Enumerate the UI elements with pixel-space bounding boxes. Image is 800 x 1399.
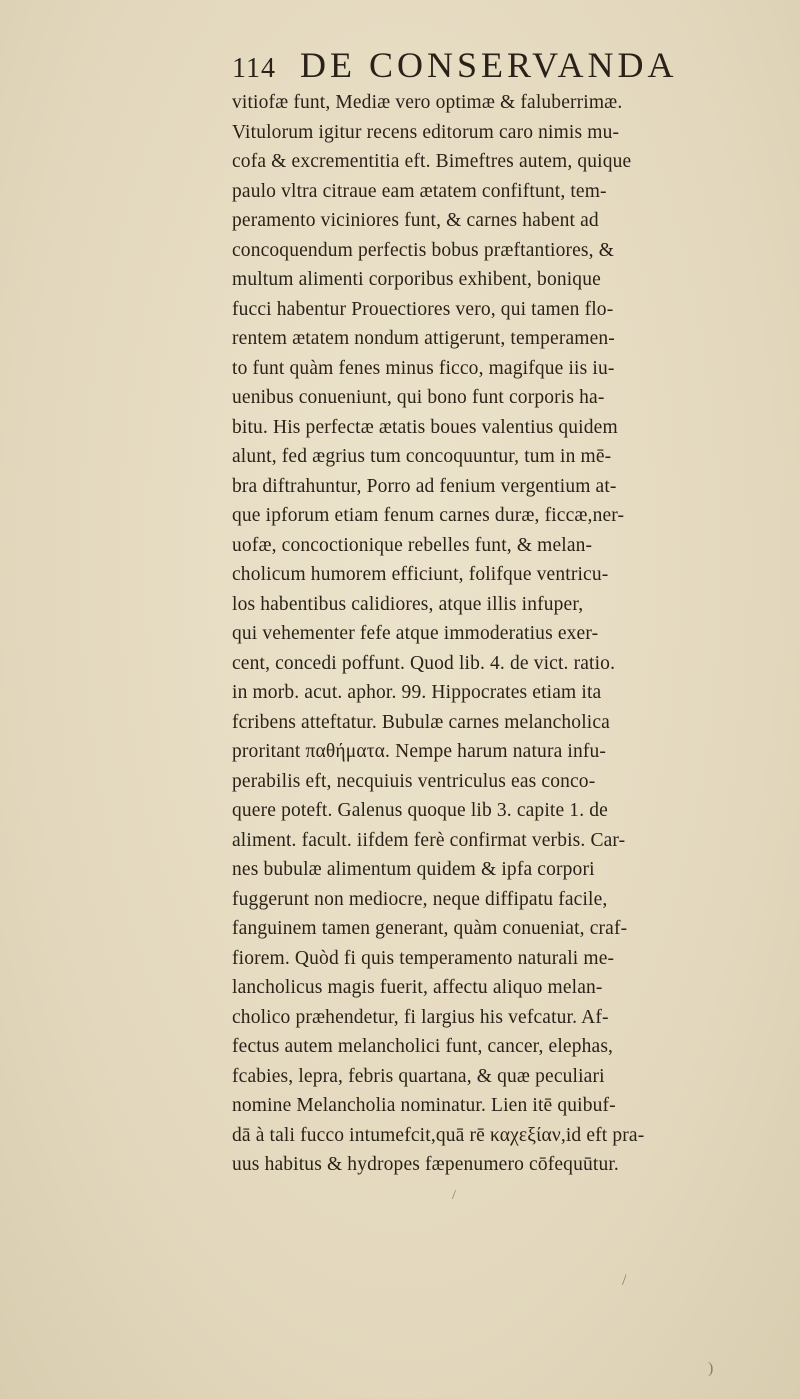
text-line: quere poteft. Galenus quoque lib 3. capite 1. de xyxy=(232,800,608,821)
text-line: cholicum humorem efficiunt, folifque ventricu- xyxy=(232,564,609,585)
text-line: los habentibus calidiores, atque illis infuper, xyxy=(232,593,584,615)
text-line: bitu. His perfectæ ætatis boues valentius quidem xyxy=(232,416,618,438)
text-line: cofa & excrementitia eft. Bimeftres autem, quique xyxy=(232,151,632,172)
text-line: in morb. acut. aphor. 99. Hippocrates etiam ita xyxy=(232,682,602,703)
text-line: vitiofæ funt, Mediæ vero optimæ & faluberrimæ. xyxy=(232,92,623,113)
text-line: proritant παθήματα. Nempe harum natura infu- xyxy=(232,741,607,762)
stray-mark: ) xyxy=(708,1360,714,1377)
text-line: dā à tali fucco intumefcit,quā rē καχεξίαν,id eft pra- xyxy=(232,1124,645,1146)
text-line: rentem ætatem nondum attigerunt, temperamen- xyxy=(232,328,615,349)
text-line: fcribens atteftatur. Bubulæ carnes melancholica xyxy=(232,711,610,733)
text-line: fectus autem melancholici funt, cancer, elephas, xyxy=(232,1036,614,1057)
text-line: multum alimenti corporibus exhibent, bonique xyxy=(232,269,601,290)
running-head xyxy=(232,44,702,94)
text-line: perabilis eft, necquiuis ventriculus eas conco- xyxy=(232,770,596,792)
stray-mark: / xyxy=(452,1188,456,1203)
text-line: qui vehementer fefe atque immoderatius exer- xyxy=(232,623,599,644)
text-line: aliment. facult. iifdem ferè confirmat verbis. Car- xyxy=(232,829,626,851)
text-line: uenibus conueniunt, qui bono funt corporis ha- xyxy=(232,387,605,408)
text-line: fcabies, lepra, febris quartana, & quæ peculiari xyxy=(232,1065,605,1087)
text-line: bra diftrahuntur, Porro ad fenium vergentium at- xyxy=(232,475,617,497)
text-line: fanguinem tamen generant, quàm conueniat, craf- xyxy=(232,918,628,939)
text-line: cholico præhendetur, fi largius his vefcatur. Af- xyxy=(232,1006,609,1028)
text-line: Vitulorum igitur recens editorum caro nimis mu- xyxy=(232,121,620,143)
text-line: concoquendum perfectis bobus præftantiores, & xyxy=(232,239,615,261)
running-title: DE CONSERVANDA xyxy=(299,45,678,85)
text-line: paulo vltra citraue eam ætatem confiftunt, tem- xyxy=(232,180,607,202)
text-line: alunt, fed ægrius tum concoquuntur, tum in mē- xyxy=(232,446,612,467)
text-line: nes bubulæ alimentum quidem & ipfa corpori xyxy=(232,859,595,880)
text-line: fuggerunt non mediocre, neque diffipatu facile, xyxy=(232,888,608,910)
text-line: uofæ, concoctionique rebelles funt, & melan- xyxy=(232,534,593,556)
text-line: nomine Melancholia nominatur. Lien itē quibuf- xyxy=(232,1095,616,1116)
body-text xyxy=(232,88,722,1180)
stray-mark: / xyxy=(622,1272,627,1289)
text-line: lancholicus magis fuerit, affectu aliquo melan- xyxy=(232,977,603,998)
text-line: cent, concedi poffunt. Quod lib. 4. de vict. ratio. xyxy=(232,652,616,674)
text-line: fucci habentur Prouectiores vero, qui tamen flo- xyxy=(232,298,614,320)
text-line: uus habitus & hydropes fæpenumero cōfequūtur. xyxy=(232,1154,619,1175)
page-number: 114 xyxy=(232,53,276,84)
text-line: to funt quàm fenes minus ficco, magifque iis iu- xyxy=(232,357,615,379)
text-line: peramento viciniores funt, & carnes habent ad xyxy=(232,210,599,231)
text-line: que ipforum etiam fenum carnes duræ, ficcæ,ner- xyxy=(232,505,625,526)
text-line: fiorem. Quòd fi quis temperamento naturali me- xyxy=(232,947,615,969)
